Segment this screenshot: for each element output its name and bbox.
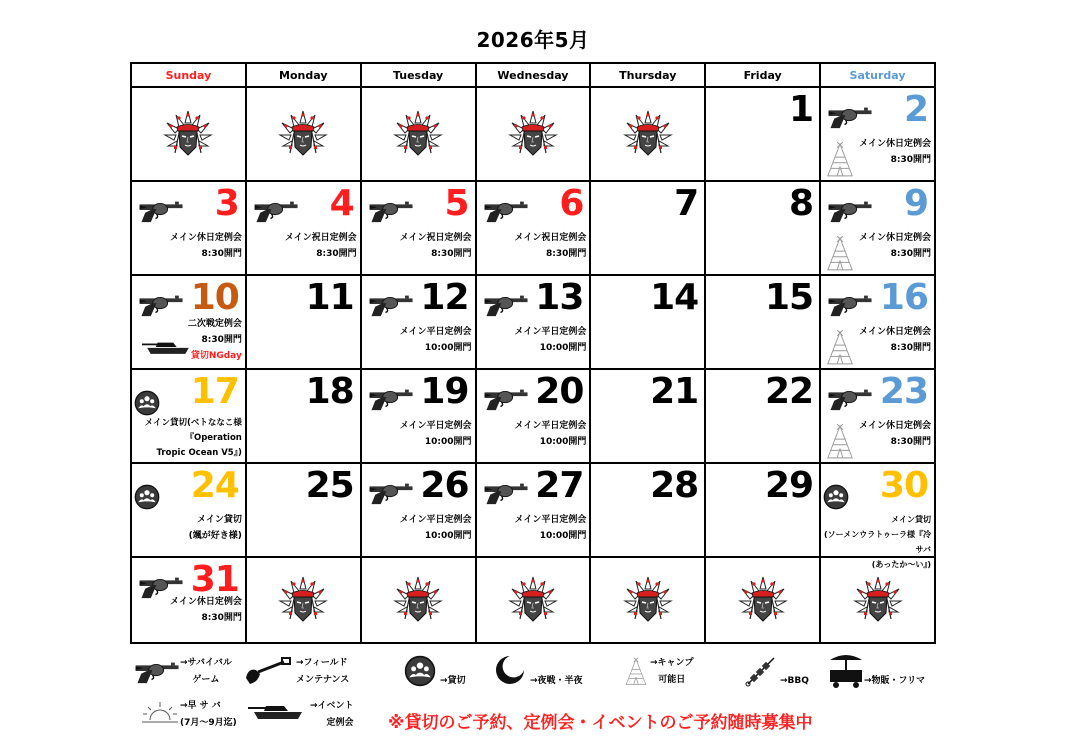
event-text: メイン平日定例会 10:00開門 <box>399 515 472 541</box>
teepee-icon <box>825 140 855 178</box>
teepee-icon <box>825 328 855 366</box>
day-number: 12 <box>420 277 469 318</box>
day-number: 26 <box>420 465 469 506</box>
event-text: メイン貸切(ベトななこ様 『Operation Tropic Ocean V5』) <box>144 418 242 458</box>
day-cell <box>476 463 591 557</box>
indian-chief-icon <box>853 575 903 625</box>
revolver-icon <box>134 196 190 224</box>
teepee-icon <box>624 654 648 688</box>
day-cell <box>246 181 361 275</box>
page-title: 2026年5月 <box>476 28 590 52</box>
day-number: 28 <box>650 465 699 506</box>
day-number: 25 <box>305 465 354 506</box>
day-number: 5 <box>444 183 469 224</box>
day-number: 6 <box>559 183 584 224</box>
event-text: メイン平日定例会 10:00開門 <box>514 327 587 353</box>
calendar-table <box>130 62 936 644</box>
revolver-icon <box>364 384 420 412</box>
day-cell <box>705 463 820 557</box>
legend-bbq: →BBQ <box>780 676 809 686</box>
day-cell <box>590 463 705 557</box>
day-cell <box>246 369 361 463</box>
day-cell <box>476 181 591 275</box>
event-text: メイン休日定例会 8:30開門 <box>859 327 931 353</box>
teepee-icon <box>825 422 855 460</box>
event-text: 二次戦定例会 8:30開門 貸切NGday <box>187 319 242 361</box>
weekday-header-row <box>131 63 935 87</box>
revolver-icon <box>134 290 190 318</box>
revolver-icon <box>479 478 535 506</box>
group-icon <box>404 655 436 687</box>
day-number: 15 <box>764 277 814 318</box>
day-cell <box>131 369 246 463</box>
day-cell <box>705 369 820 463</box>
day-number: 17 <box>190 371 239 412</box>
day-cell <box>820 181 935 275</box>
revolver-icon <box>823 384 879 412</box>
weekday-sunday: Sunday <box>131 63 246 87</box>
day-cell-empty <box>476 557 591 643</box>
indian-chief-icon <box>278 575 328 625</box>
weekday-saturday: Saturday <box>820 63 935 87</box>
weekday-friday: Friday <box>705 63 820 87</box>
day-cell <box>705 181 820 275</box>
day-cell <box>361 369 476 463</box>
day-number: 1 <box>789 89 814 130</box>
day-number: 2 <box>903 89 928 130</box>
event-text: メイン平日定例会 10:00開門 <box>514 421 587 447</box>
event-text: メイン平日定例会 10:00開門 <box>514 515 587 541</box>
revolver-icon <box>364 478 420 506</box>
event-text: メイン祝日定例会 8:30開門 <box>514 233 587 259</box>
revolver-icon <box>479 384 535 412</box>
week-row <box>131 369 935 463</box>
revolver-icon <box>823 102 879 130</box>
week-row <box>131 275 935 369</box>
bbq-icon <box>744 654 778 688</box>
day-cell-empty <box>361 557 476 643</box>
revolver-icon <box>823 196 879 224</box>
day-cell <box>476 275 591 369</box>
legend-event: →イベント 定例会 <box>310 701 354 728</box>
tank-icon <box>248 700 308 722</box>
day-cell <box>246 463 361 557</box>
day-number: 9 <box>903 183 928 224</box>
day-cell <box>476 369 591 463</box>
day-number: 11 <box>305 277 354 318</box>
indian-chief-icon <box>623 575 673 625</box>
day-cell <box>361 181 476 275</box>
day-cell-empty <box>246 87 361 181</box>
day-number: 3 <box>214 183 239 224</box>
day-cell <box>131 275 246 369</box>
weekday-monday: Monday <box>246 63 361 87</box>
revolver-icon <box>130 656 186 686</box>
food-cart-icon <box>826 650 866 690</box>
day-number: 7 <box>674 183 699 224</box>
day-cell <box>590 181 705 275</box>
day-number: 18 <box>305 371 354 412</box>
week-row <box>131 557 935 643</box>
revolver-icon <box>364 290 420 318</box>
day-cell-empty <box>131 87 246 181</box>
weekday-tuesday: Tuesday <box>361 63 476 87</box>
indian-chief-icon <box>623 109 673 159</box>
day-cell-empty <box>820 557 935 643</box>
week-row <box>131 87 935 181</box>
day-cell <box>590 275 705 369</box>
indian-chief-icon <box>508 575 558 625</box>
day-number: 8 <box>789 183 814 224</box>
day-number: 19 <box>420 371 469 412</box>
revolver-icon <box>364 196 420 224</box>
legend-camp: →キャンプ 可能日 <box>650 658 694 685</box>
day-cell-empty <box>246 557 361 643</box>
day-number: 20 <box>535 371 584 412</box>
event-text: メイン休日定例会 8:30開門 <box>859 421 931 447</box>
day-number: 24 <box>190 465 239 506</box>
day-number: 16 <box>879 277 928 318</box>
day-cell <box>590 369 705 463</box>
day-cell-empty <box>476 87 591 181</box>
indian-chief-icon <box>508 109 558 159</box>
tank-icon <box>142 338 194 356</box>
legend-charter: →貸切 <box>440 676 466 686</box>
day-number: 14 <box>650 277 699 318</box>
event-text: メイン貸切 (颯が好き様) <box>188 515 242 541</box>
event-text: メイン休日定例会 8:30開門 <box>859 233 931 259</box>
event-text: メイン休日定例会 8:30開門 <box>170 597 242 623</box>
sunrise-icon <box>140 700 180 724</box>
weekday-wednesday: Wednesday <box>476 63 591 87</box>
day-number: 4 <box>329 183 354 224</box>
day-cell <box>820 87 935 181</box>
day-cell-empty <box>361 87 476 181</box>
group-icon <box>134 484 160 510</box>
event-text: メイン貸切 (ソーメンウラトゥーラ様『冷サバ (あったか〜い』) <box>823 515 931 569</box>
teepee-icon <box>825 234 855 272</box>
day-number: 21 <box>650 371 699 412</box>
indian-chief-icon <box>278 109 328 159</box>
moon-icon <box>494 654 526 686</box>
indian-chief-icon <box>738 575 788 625</box>
day-cell <box>361 463 476 557</box>
shovel-icon <box>244 656 296 686</box>
day-cell-empty <box>590 87 705 181</box>
day-number: 13 <box>535 277 584 318</box>
day-cell <box>361 275 476 369</box>
day-cell <box>705 87 820 181</box>
indian-chief-icon <box>393 575 443 625</box>
day-number: 27 <box>535 465 584 506</box>
week-row <box>131 181 935 275</box>
event-text: メイン祝日定例会 8:30開門 <box>284 233 357 259</box>
day-number: 31 <box>190 559 239 600</box>
revolver-icon <box>823 290 879 318</box>
day-number: 30 <box>879 465 928 506</box>
legend-night: →夜戦・半夜 <box>530 676 583 686</box>
week-row <box>131 463 935 557</box>
event-text: メイン平日定例会 10:00開門 <box>399 327 472 353</box>
day-cell <box>131 463 246 557</box>
day-cell <box>820 275 935 369</box>
legend-survival: →サバイバル ゲーム <box>180 658 232 685</box>
day-cell-empty <box>590 557 705 643</box>
day-number: 29 <box>764 465 814 506</box>
indian-chief-icon <box>163 109 213 159</box>
legend-market: →物販・フリマ <box>864 676 926 686</box>
legend-maintenance: →フィールド メンテナンス <box>296 658 350 685</box>
indian-chief-icon <box>393 109 443 159</box>
day-cell <box>820 463 935 569</box>
day-cell <box>705 275 820 369</box>
event-text: メイン祝日定例会 8:30開門 <box>399 233 472 259</box>
group-icon <box>134 390 160 416</box>
day-cell-empty <box>705 557 820 643</box>
event-text: メイン平日定例会 10:00開門 <box>399 421 472 447</box>
revolver-icon <box>479 196 535 224</box>
day-number: 22 <box>764 371 814 412</box>
weekday-thursday: Thursday <box>590 63 705 87</box>
group-icon <box>823 484 849 510</box>
event-text: メイン休日定例会 8:30開門 <box>859 139 931 165</box>
day-cell <box>131 557 246 643</box>
day-cell <box>131 181 246 275</box>
event-text: メイン休日定例会 8:30開門 <box>170 233 242 259</box>
day-number: 10 <box>190 277 239 318</box>
reservation-notice: ※貸切のご予約、定例会・イベントのご予約随時募集中 <box>388 713 813 733</box>
day-cell <box>820 369 935 463</box>
day-cell <box>246 275 361 369</box>
day-number: 23 <box>879 371 928 412</box>
revolver-icon <box>479 290 535 318</box>
legend-morning: →早 サ バ (7月〜9月迄) <box>180 701 237 728</box>
revolver-icon <box>249 196 305 224</box>
